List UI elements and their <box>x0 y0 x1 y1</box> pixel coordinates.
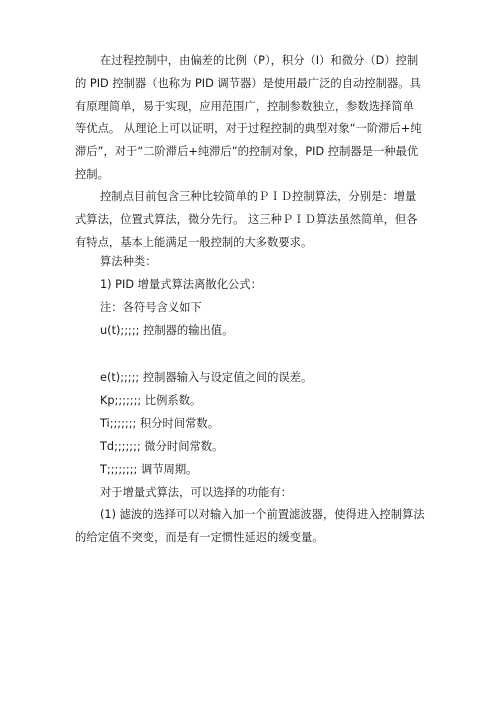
note-symbols: 注：各符号含义如下 <box>100 301 202 314</box>
symbol-et: e(t);;;;; 控制器输入与设定值之间的误差。 <box>100 371 313 384</box>
symbol-t: T;;;;;;;; 调节周期。 <box>100 463 198 476</box>
symbol-td: Td;;;;;;; 微分时间常数。 <box>100 440 224 453</box>
symbol-ut: u(t);;;;; 控制器的输出值。 <box>100 324 234 337</box>
item-incremental-formula: 1) PID 增量式算法离散化公式： <box>100 278 262 291</box>
paragraph-filter-option: (1) 滤波的选择可以对输入加一个前置滤波器，使得进入控制算法的给定值不突变，而是有一定惯性延迟的缓变量。 <box>75 508 425 544</box>
incremental-options-heading: 对于增量式算法，可以选择的功能有： <box>100 486 293 499</box>
paragraph-pid-intro: 在过程控制中，由偏差的比例（P），积分（I）和微分（D）控制的 PID 控制器（也称为 PID 调节器）是使用最广泛的自动控制器。具有原理简单，易于实现，应用范围广，控制参数独立，参数选择简单等优点。 从理论上可以证明，对于过程控制的典型对象“一阶滞后+纯滞后”，对于“二阶滞后+纯滞后”的控制对象，PID 控制器是一种最优控制。 <box>75 54 422 181</box>
heading-algorithm-types: 算法种类： <box>100 255 157 268</box>
paragraph-control-algorithms: 控制点目前包含三种比较简单的ＰＩＤ控制算法，分别是：增量式算法，位置式算法，微分先行。 这三种ＰＩＤ算法虽然简单，但各有特点，基本上能满足一般控制的大多数要求。 <box>75 190 418 249</box>
symbol-ti: Ti;;;;;;; 积分时间常数。 <box>100 417 220 430</box>
symbol-kp: Kp;;;;;;; 比例系数。 <box>100 394 202 407</box>
